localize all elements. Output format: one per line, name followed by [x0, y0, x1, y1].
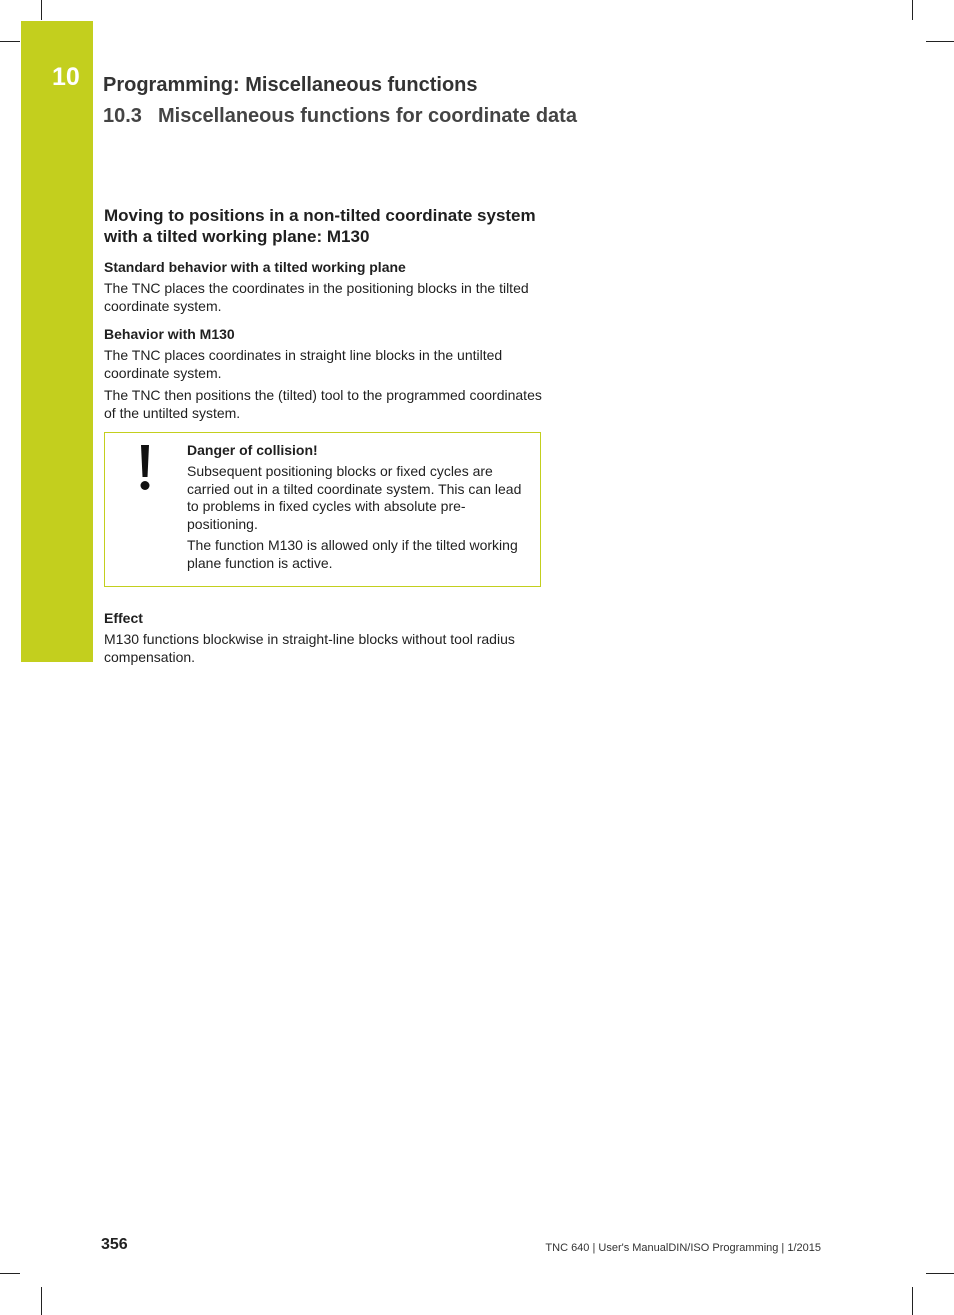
chapter-title: Programming: Miscellaneous functions: [103, 74, 478, 96]
footer-document-info: TNC 640 | User's ManualDIN/ISO Programming | 1/2015: [545, 1242, 821, 1254]
section-title-text: Miscellaneous functions for coordinate data: [158, 105, 577, 127]
effect-section: [104, 609, 544, 666]
standard-behavior-section: [104, 258, 544, 315]
effect-heading: Effect: [104, 610, 143, 626]
main-content: [104, 205, 544, 676]
standard-behavior-text: The TNC places the coordinates in the positioning blocks in the tilted coordinate system.: [104, 280, 529, 314]
page-number: 356: [101, 1236, 128, 1253]
chapter-number: 10: [52, 63, 80, 91]
m130-behavior-paragraph: The TNC then positions the (tilted) tool to the programmed coordinates of the untilted system.: [104, 387, 542, 421]
standard-behavior-heading: Standard behavior with a tilted working plane: [104, 259, 406, 275]
warning-paragraph: Subsequent positioning blocks or fixed cycles are carried out in a tilted coordinate system. This can lead to problems in fixed cycles with absolute pre-positioning.: [187, 463, 522, 532]
crop-mark: [926, 1273, 954, 1274]
crop-mark: [912, 1287, 913, 1315]
section-title: [103, 103, 577, 129]
m130-behavior-heading: Behavior with M130: [104, 326, 235, 342]
crop-mark: [926, 41, 954, 42]
crop-mark: [912, 0, 913, 20]
crop-mark: [0, 41, 20, 42]
crop-mark: [0, 1273, 20, 1274]
warning-box: [104, 432, 541, 587]
effect-text: M130 functions blockwise in straight-line blocks without tool radius compensation.: [104, 631, 515, 665]
crop-mark: [41, 0, 42, 20]
exclamation-icon: [135, 445, 155, 491]
chapter-side-tab: [21, 21, 93, 662]
m130-behavior-section: [104, 325, 544, 422]
crop-mark: [41, 1287, 42, 1315]
m130-behavior-paragraph: The TNC places coordinates in straight line blocks in the untilted coordinate system.: [104, 347, 503, 381]
warning-paragraph: The function M130 is allowed only if the tilted working plane function is active.: [187, 537, 518, 571]
section-number: 10.3: [103, 105, 142, 127]
topic-heading: Moving to positions in a non-tilted coordinate system with a tilted working plane: M130: [104, 206, 536, 246]
warning-heading: Danger of collision!: [187, 442, 318, 458]
